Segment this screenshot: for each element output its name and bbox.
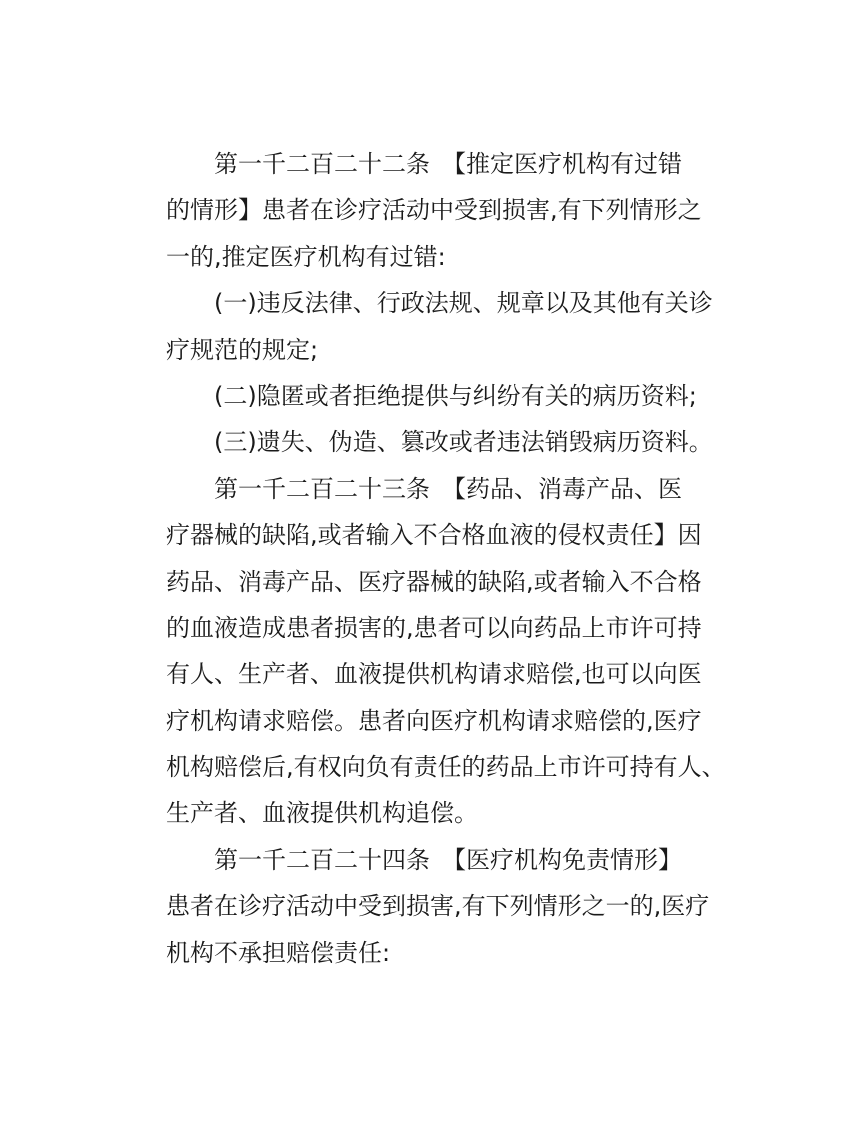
text-line: 有人、生产者、血液提供机构请求赔偿,也可以向医: [166, 660, 702, 689]
text-line: 疗机构请求赔偿。患者向医疗机构请求赔偿的,医疗: [166, 706, 702, 735]
paragraph-article-1222: [166, 141, 711, 280]
document-body: [166, 141, 726, 976]
text-line: 疗器械的缺陷,或者输入不合格血液的侵权责任】因: [166, 521, 702, 550]
text-line: 机构不承担赔偿责任:: [166, 938, 391, 967]
text-line: 第一千二百二十二条 【推定医疗机构有过错: [214, 150, 682, 178]
text-line: 患者在诊疗活动中受到损害,有下列情形之一的,医疗: [166, 892, 710, 921]
text-line: 机构赔偿后,有权向负有责任的药品上市许可持有人、: [166, 753, 726, 782]
paragraph-item-1: [166, 280, 711, 373]
text-line: 的情形】患者在诊疗活动中受到损害,有下列情形之: [166, 196, 702, 225]
text-line: 第一千二百二十四条 【医疗机构免责情形】: [214, 845, 682, 874]
text-line: (三)遗失、伪造、篡改或者违法销毁病历资料。: [214, 428, 713, 457]
paragraph-item-3: [166, 419, 711, 465]
text-line: 疗规范的规定;: [166, 335, 319, 364]
text-line: 药品、消毒产品、医疗器械的缺陷,或者输入不合格: [166, 567, 702, 596]
text-line: (一)违反法律、行政法规、规章以及其他有关诊: [214, 289, 713, 318]
paragraph-item-2: [166, 373, 711, 419]
text-line: 生产者、血液提供机构追偿。: [166, 799, 478, 828]
text-line: 第一千二百二十三条 【药品、消毒产品、医: [214, 474, 682, 503]
text-line: 的血液造成患者损害的,患者可以向药品上市许可持: [166, 613, 702, 642]
text-line: (二)隐匿或者拒绝提供与纠纷有关的病历资料;: [214, 381, 697, 410]
paragraph-article-1223: [166, 466, 726, 837]
text-line: 一的,推定医疗机构有过错:: [166, 242, 446, 271]
paragraph-article-1224: [166, 837, 711, 976]
